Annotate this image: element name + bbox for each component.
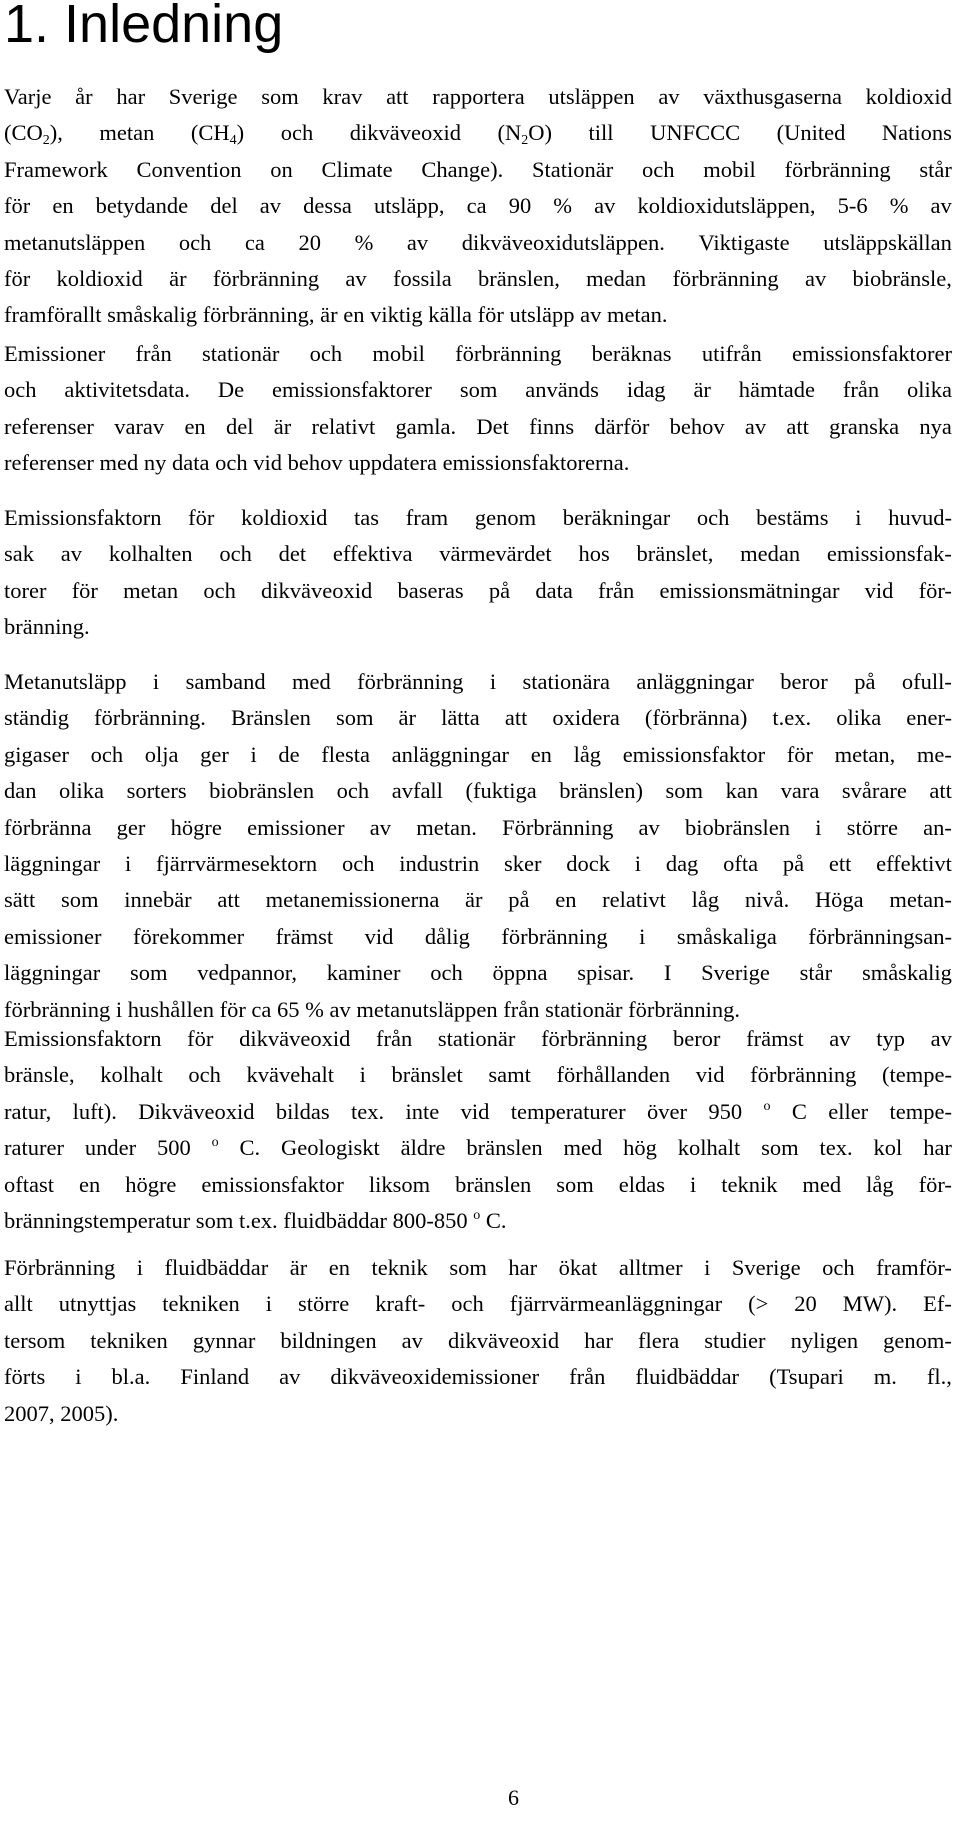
text-line: förbränna ger högre emissioner av metan. Förbränning av biobränslen i större an-	[4, 814, 952, 840]
text-line: och aktivitetsdata. De emissionsfaktorer som används idag är hämtade från olika	[4, 377, 952, 403]
text-line: sak av kolhalten och det effektiva värmevärdet hos bränslet, medan emissionsfak-	[4, 541, 952, 567]
text-line: läggningar i fjärrvärmesektorn och industrin sker dock i dag ofta på ett effektivt	[4, 850, 952, 876]
text-line: Framework Convention on Climate Change). Stationär och mobil förbränning står	[4, 156, 952, 182]
paragraph-4	[4, 664, 952, 1028]
text-line: för koldioxid är förbränning av fossila bränslen, medan förbränning av biobränsle,	[4, 265, 952, 291]
text-line: Emissionsfaktorn för koldioxid tas fram genom beräkningar och bestäms i huvud-	[4, 505, 952, 530]
text-line: referenser med ny data och vid behov uppdatera emissionsfaktorerna.	[4, 450, 630, 476]
text-line: sätt som innebär att metanemissionerna är på en relativt låg nivå. Höga metan-	[4, 887, 952, 913]
text-line: bränning.	[4, 614, 90, 640]
text-line: förts i bl.a. Finland av dikväveoxidemissioner från fluidbäddar (Tsupari m. fl.,	[4, 1364, 952, 1390]
text-line: allt utnyttjas tekniken i större kraft- och fjärrvärmeanläggningar (> 20 MW). Ef-	[4, 1291, 952, 1317]
text-line: gigaser och olja ger i de flesta anläggningar en låg emissionsfaktor för metan, me-	[4, 741, 952, 767]
text-line: tersom tekniken gynnar bildningen av dikväveoxid har flera studier nyligen genom-	[4, 1327, 952, 1353]
text-line: läggningar som vedpannor, kaminer och öppna spisar. I Sverige står småskalig	[4, 960, 952, 986]
text-line: $(CO_2)$, metan $(CH_4)$ och dikväveoxid $(N_2O)$ till UNFCCC (United Nations	[4, 120, 952, 149]
page-number: 6	[508, 1785, 519, 1810]
text-line: torer för metan och dikväveoxid baseras på data från emissionsmätningar vid för-	[4, 577, 952, 603]
text-line: framförallt småskalig förbränning, är en viktig källa för utsläpp av metan.	[4, 302, 668, 328]
paragraph-5	[4, 1021, 952, 1239]
text-line: oftast en högre emissionsfaktor liksom bränslen som eldas i teknik med låg för-	[4, 1171, 952, 1197]
text-line: dan olika sorters biobränslen och avfall (fuktiga bränslen) som kan vara svårare att	[4, 778, 952, 804]
text-line: för en betydande del av dessa utsläpp, ca 90 % av koldioxidutsläppen, 5-6 % av	[4, 193, 952, 219]
text-line: Emissionsfaktorn för dikväveoxid från stationär förbränning beror främst av typ av	[4, 1026, 952, 1051]
text-line: Metanutsläpp i samband med förbränning i stationära anläggningar beror på ofull-	[4, 669, 952, 694]
text-line: metanutsläppen och ca 20 % av dikväveoxidutsläppen. Viktigaste utsläppskällan	[4, 229, 952, 255]
text-line: 2007, 2005).	[4, 1400, 119, 1426]
text-line: referenser varav en del är relativt gamla. Det finns därför behov av att granska nya	[4, 413, 952, 439]
text-line: förbränning i hushållen för ca 65 % av metanutsläppen från stationär förbränning.	[4, 996, 741, 1022]
text-line: bränningstemperatur som t.ex. fluidbäddar 800-850 $^o$ C.	[4, 1207, 507, 1233]
paragraph-3	[4, 500, 952, 646]
text-line: ratur, luft). Dikväveoxid bildas tex. inte vid temperaturer över 950 $^o$ C eller tempe-	[4, 1098, 952, 1124]
text-line: bränsle, kolhalt och kvävehalt i bränslet samt förhållanden vid förbränning (tempe-	[4, 1062, 952, 1088]
text-line: Emissioner från stationär och mobil förbränning beräknas utifrån emissionsfaktorer	[4, 341, 952, 366]
text-line: ständig förbränning. Bränslen som är lätta att oxidera (förbränna) t.ex. olika ener-	[4, 705, 952, 731]
paragraph-1	[4, 79, 952, 334]
text-line: Förbränning i fluidbäddar är en teknik som har ökat alltmer i Sverige och framför-	[4, 1255, 952, 1280]
paragraph-6	[4, 1250, 952, 1432]
section-heading: 1. Inledning	[4, 0, 284, 54]
text-line: emissioner förekommer främst vid dålig förbränning i småskaliga förbränningsan-	[4, 923, 952, 949]
text-line: raturer under 500 $^o$ C. Geologiskt äldre bränslen med hög kolhalt som tex. kol har	[4, 1135, 952, 1161]
paragraph-2	[4, 336, 952, 482]
text-line: Varje år har Sverige som krav att rapportera utsläppen av växthusgaserna koldioxid	[4, 84, 952, 109]
